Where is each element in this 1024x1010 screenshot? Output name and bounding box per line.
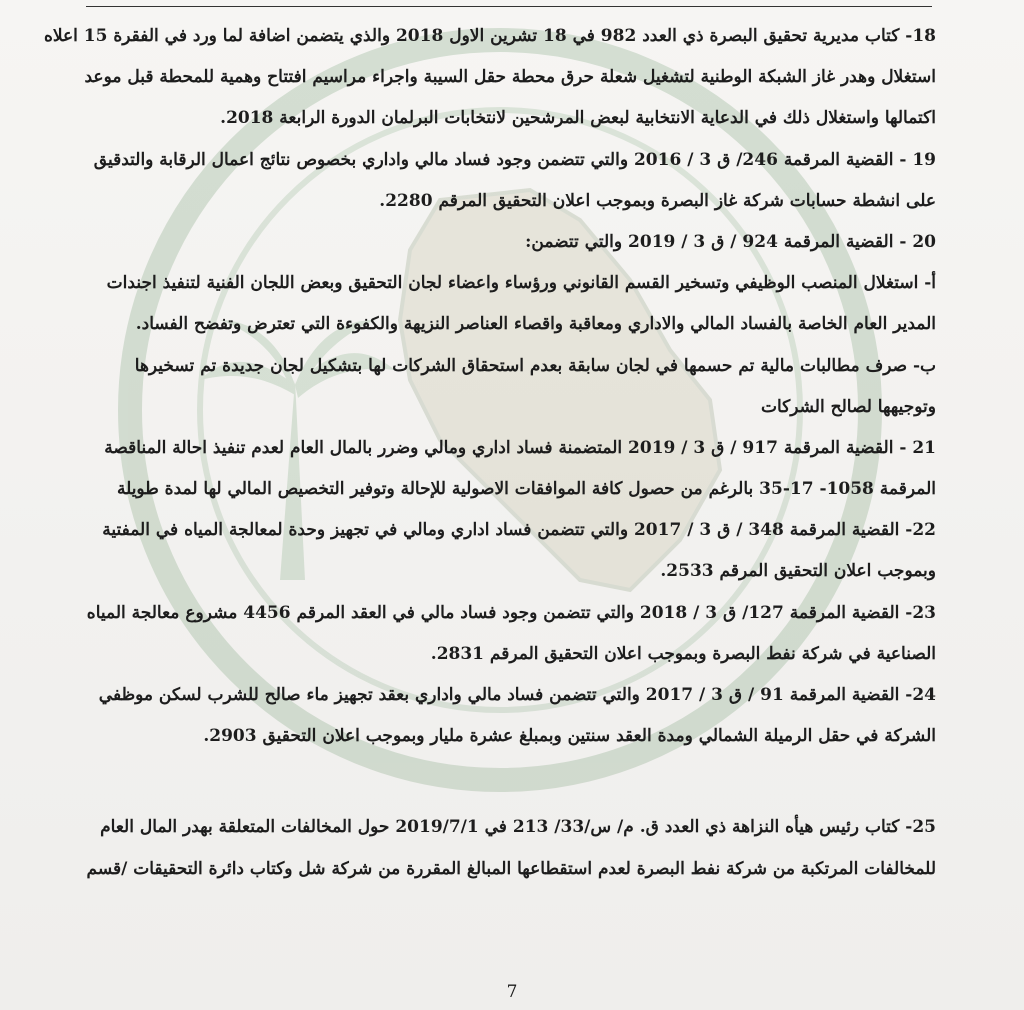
top-divider-line <box>86 6 932 7</box>
text-line: للمخالفات المرتكبة من شركة نفط البصرة لعدم استقطاعها المبالغ المقررة من شركة شل وكتاب دائرة التحقيقات /قسم <box>86 858 936 879</box>
text-line: 21 - القضية المرقمة 917 / ق 3 / 2019 المتضمنة فساد اداري ومالي وضرر بالمال العام لعدم تنفيذ احالة المناقصة <box>104 437 936 458</box>
document-body <box>43 16 936 890</box>
text-line: 19 - القضية المرقمة 246/ ق 3 / 2016 والتي تتضمن وجود فساد مالي واداري بخصوص نتائج اعمال الرقابة والتدقيق <box>93 149 936 170</box>
text-line: 20 - القضية المرقمة 924 / ق 3 / 2019 والتي تتضمن: <box>525 231 936 252</box>
text-line: 18- كتاب مديرية تحقيق البصرة ذي العدد 982 في 18 تشرين الاول 2018 والذي يتضمن اضافة لما ورد في الفقرة 15 اعلاه <box>43 26 936 46</box>
text-line: على انشطة حسابات شركة غاز البصرة وبموجب اعلان التحقيق المرقم 2280. <box>379 190 936 211</box>
text-line: وتوجيهها لصالح الشركات <box>760 396 936 417</box>
text-line: اكتمالها واستغلال ذلك في الدعاية الانتخابية لبعض المرشحين لانتخابات البرلمان الدورة الرابعة 2018. <box>220 108 936 129</box>
text-line: ب- صرف مطالبات مالية تم حسمها في لجان سابقة بعدم استحقاق الشركات لها بتشكيل لجان جديدة تم تسخيرها <box>134 355 936 376</box>
paragraph-gap <box>72 757 936 807</box>
text-line: 23- القضية المرقمة 127/ ق 3 / 2018 والتي تتضمن وجود فساد مالي في العقد المرقم 4456 مشروع معالجة المياه <box>86 602 936 623</box>
text-line: وبموجب اعلان التحقيق المرقم 2533. <box>660 561 936 582</box>
text-line: 24- القضية المرقمة 91 / ق 3 / 2017 والتي تتضمن فساد مالي واداري بعقد تجهيز ماء صالح للشرب لسكن موظفي <box>98 685 936 705</box>
text-line: أ- استغلال المنصب الوظيفي وتسخير القسم القانوني ورؤساء واعضاء لجان التحقيق وبعض اللجان الفنية لتنفيذ اجندات <box>106 273 936 294</box>
text-line: 22- القضية المرقمة 348 / ق 3 / 2017 والتي تتضمن فساد اداري ومالي في تجهيز وحدة لمعالجة المياه في المفتية <box>102 520 936 541</box>
text-line: المرقمة 1058- 17-35 بالرغم من حصول كافة الموافقات الاصولية للإحالة وتوفير التخصيص المالي لها لمدة طويلة <box>116 479 936 500</box>
text-line: 25- كتاب رئيس هيأه النزاهة ذي العدد ق. م/ س/33/ 213 في 2019/7/1 حول المخالفات المتعلقة بهدر المال العام <box>100 817 936 838</box>
text-line: استغلال وهدر غاز الشبكة الوطنية لتشغيل شعلة حرق محطة حقل السيبة واجراء مراسيم افتتاح وهمية للمحطة قبل موعد <box>84 67 936 88</box>
page-number: 7 <box>506 982 518 1002</box>
text-line: المدير العام الخاصة بالفساد المالي والاداري ومعاقبة واقصاء العناصر النزيهة والكفوءة التي تعترض وتفضح الفساد. <box>135 314 936 335</box>
text-line: الصناعية في شركة نفط البصرة وبموجب اعلان التحقيق المرقم 2831. <box>430 643 936 664</box>
text-line: الشركة في حقل الرميلة الشمالي ومدة العقد سنتين وبمبلغ عشرة مليار وبموجب اعلان التحقيق 2903. <box>203 726 936 747</box>
